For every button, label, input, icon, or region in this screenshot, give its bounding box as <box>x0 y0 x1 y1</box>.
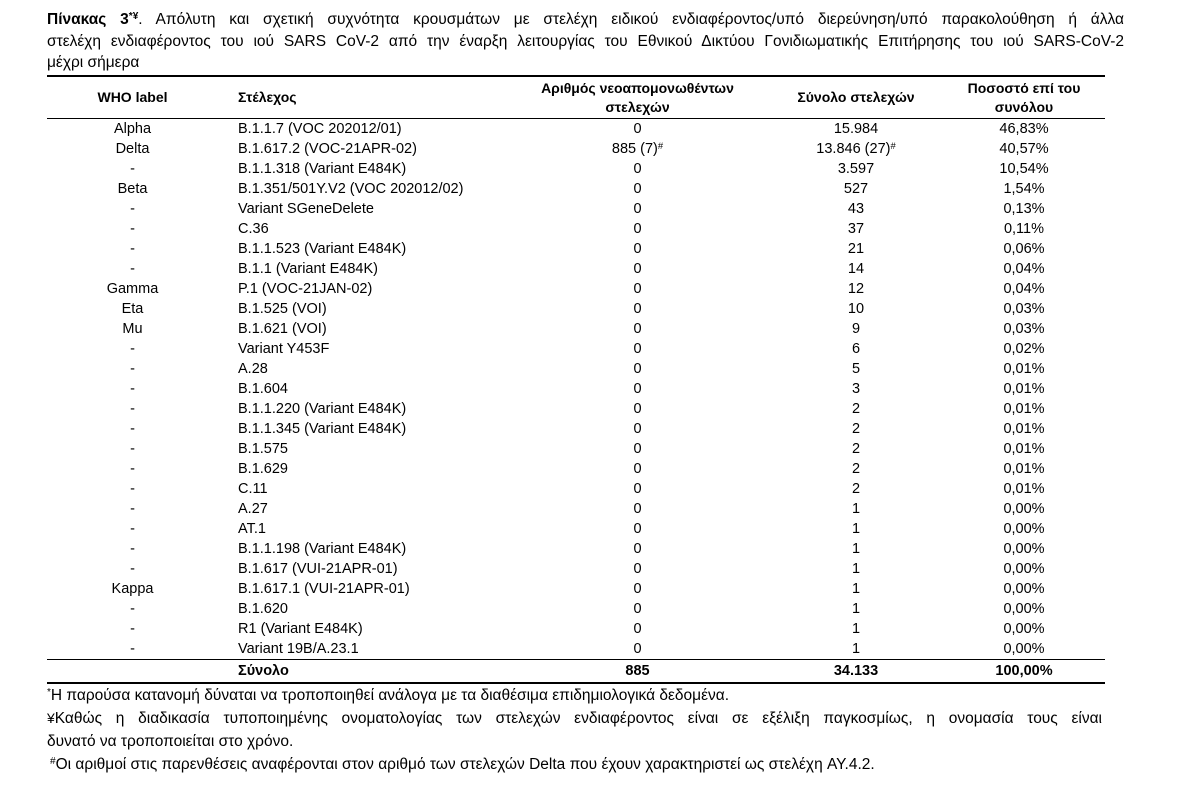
table-row <box>47 559 1105 579</box>
footnote-text: δυνατό να τροποποιείται στο χρόνο. <box>47 733 294 750</box>
header-new-isolates <box>530 77 745 118</box>
caption-text: στελέχη ενδιαφέροντος του ιού SARS CoV-2 από την έναρξη λειτουργίας του Εθνικού Δικτύου Γονιδιωματικής Επιτήρησης του ιού SARS-CoV-2 <box>47 32 1124 50</box>
new-isolates-cell <box>530 219 745 239</box>
percent-cell: 0,00% <box>1003 541 1045 557</box>
new-isolates-value: 0 <box>633 201 642 217</box>
percent-cell: 0,01% <box>1003 441 1045 457</box>
percent-cell: 0,00% <box>1003 601 1045 617</box>
header-percent-line-2: συνόλου <box>994 98 1054 115</box>
new-isolates-cell <box>530 559 745 579</box>
new-isolates-cell <box>530 199 745 219</box>
who-label-cell: Gamma <box>106 281 159 297</box>
total-strains-value: 2 <box>851 421 861 437</box>
strain-cell: B.1.617.1 (VUI-21APR-01) <box>238 581 410 597</box>
total-strains-value: 5 <box>851 361 861 377</box>
who-label-cell: Mu <box>122 321 143 337</box>
who-label-cell: - <box>130 621 135 637</box>
footnote-3 <box>47 753 1102 776</box>
percent-cell: 0,06% <box>1003 241 1045 257</box>
who-label-cell: - <box>130 521 135 537</box>
strain-cell: B.1.1.198 (Variant E484K) <box>238 541 407 557</box>
percent-cell: 0,00% <box>1003 561 1045 577</box>
header-total-strains <box>745 77 967 118</box>
new-isolates-value: 0 <box>633 481 642 497</box>
total-strains-cell <box>745 259 967 279</box>
new-isolates-value: 0 <box>633 261 642 277</box>
strain-cell: Variant Y453F <box>238 341 330 357</box>
strain-cell: C.11 <box>238 481 268 497</box>
strain-cell: B.1.1.7 (VOC 202012/01) <box>238 121 402 137</box>
total-strains-cell <box>745 419 967 439</box>
total-strains-cell <box>745 139 967 159</box>
table-row <box>47 239 1105 259</box>
total-strains-cell <box>745 399 967 419</box>
table-row <box>47 459 1105 479</box>
new-isolates-value: 0 <box>633 621 642 637</box>
header-total-strains-text: Σύνολο στελεχών <box>797 89 915 105</box>
who-label-cell: - <box>130 201 135 217</box>
new-isolates-cell <box>530 459 745 479</box>
total-strains-cell <box>745 519 967 539</box>
who-label-cell: - <box>130 421 135 437</box>
new-isolates-value: 0 <box>633 461 642 477</box>
who-label-cell: - <box>130 441 135 457</box>
table-row <box>47 639 1105 659</box>
caption-label: Πίνακας 3 <box>47 11 129 28</box>
percent-cell: 0,00% <box>1003 621 1045 637</box>
percent-cell: 0,01% <box>1003 401 1045 417</box>
footnote-1 <box>47 684 1102 707</box>
total-strains-value: 3.597 <box>837 161 875 177</box>
table-row <box>47 619 1105 639</box>
total-strains-value: 1 <box>851 561 861 577</box>
footnote-mark: # <box>50 756 56 768</box>
header-strain-text: Στέλεχος <box>238 89 297 105</box>
table-row <box>47 499 1105 519</box>
who-label-cell: Eta <box>121 301 144 317</box>
total-strains-cell <box>745 579 967 599</box>
new-isolates-cell <box>530 419 745 439</box>
new-isolates-value: 0 <box>633 361 642 377</box>
new-isolates-value: 0 <box>633 321 642 337</box>
new-isolates-value: 885 (7) <box>611 141 658 157</box>
total-strains-value: 1 <box>851 581 861 597</box>
table-row <box>47 179 1105 199</box>
strain-cell: B.1.1 (Variant E484K) <box>238 261 378 277</box>
who-label-cell: - <box>130 481 135 497</box>
total-strains-cell <box>745 119 967 139</box>
percent-cell: 0,03% <box>1003 321 1045 337</box>
header-strain <box>218 77 530 118</box>
who-label-cell: - <box>130 461 135 477</box>
caption-line-2 <box>47 31 1124 53</box>
who-label-cell: - <box>130 601 135 617</box>
new-isolates-value: 0 <box>633 521 642 537</box>
footnote-2-line-2 <box>47 730 1102 753</box>
header-who-label-text: WHO label <box>97 89 168 105</box>
total-strains-value: 527 <box>843 181 869 197</box>
strain-cell: C.36 <box>238 221 269 237</box>
percent-cell: 0,01% <box>1003 421 1045 437</box>
new-isolates-cell <box>530 159 745 179</box>
footnote-mark: * <box>47 687 51 699</box>
total-strains-value: 2 <box>851 401 861 417</box>
new-isolates-value: 0 <box>633 561 642 577</box>
table-body <box>47 119 1105 659</box>
percent-cell: 0,01% <box>1003 381 1045 397</box>
total-strains-value: 6 <box>851 341 861 357</box>
percent-cell: 0,00% <box>1003 521 1045 537</box>
new-isolates-cell <box>530 439 745 459</box>
strain-cell: B.1.351/501Y.V2 (VOC 202012/02) <box>238 181 464 197</box>
total-strains-value: 2 <box>851 441 861 457</box>
footnote-text: Η παρούσα κατανομή δύναται να τροποποιηθεί ανάλογα με τα διαθέσιμα επιδημιολογικά δεδομένα. <box>50 687 730 704</box>
table-row <box>47 299 1105 319</box>
strain-cell: A.28 <box>238 361 268 377</box>
who-label-cell: - <box>130 261 135 277</box>
strain-cell: Variant SGeneDelete <box>238 201 374 217</box>
new-isolates-value: 0 <box>633 301 642 317</box>
new-isolates-cell <box>530 119 745 139</box>
percent-cell: 0,00% <box>1003 581 1045 597</box>
total-strains-cell <box>745 219 967 239</box>
new-isolates-cell <box>530 599 745 619</box>
total-strains-value: 1 <box>851 521 861 537</box>
caption-footnote-marks: *¥ <box>128 11 139 23</box>
total-strains-cell <box>745 559 967 579</box>
caption-line-3 <box>47 52 1124 74</box>
new-isolates-value: 0 <box>633 401 642 417</box>
percent-cell: 0,00% <box>1003 641 1045 657</box>
new-isolates-cell <box>530 279 745 299</box>
new-isolates-cell <box>530 239 745 259</box>
table-caption <box>47 9 1124 74</box>
total-strains-value: 1 <box>851 601 861 617</box>
strain-cell: B.1.617.2 (VOC-21APR-02) <box>238 141 417 157</box>
new-isolates-value: 0 <box>633 381 642 397</box>
header-who-label <box>47 77 218 118</box>
header-percent <box>967 77 1081 118</box>
table-row <box>47 219 1105 239</box>
total-strains-cell <box>745 359 967 379</box>
new-isolates-value: 0 <box>633 541 642 557</box>
table-row <box>47 159 1105 179</box>
table-row <box>47 139 1105 159</box>
new-isolates-value: 0 <box>633 241 642 257</box>
who-label-cell: - <box>130 401 135 417</box>
new-isolates-cell <box>530 619 745 639</box>
total-percent: 100,00% <box>995 663 1053 679</box>
footnote-mark: # <box>657 139 664 151</box>
total-strains-cell <box>745 339 967 359</box>
footnote-2-line-1 <box>47 707 1102 730</box>
who-label-cell: Alpha <box>113 121 152 137</box>
new-isolates-cell <box>530 579 745 599</box>
who-label-cell: - <box>130 501 135 517</box>
total-strains-cell <box>745 319 967 339</box>
caption-text: . Απόλυτη και σχετική συχνότητα κρουσμάτων με στελέχη ειδικού ενδιαφέροντος/υπό διερεύνηση/υπό παρακολούθηση ή άλλα <box>138 11 1124 28</box>
footnote-mark: ¥ <box>47 710 55 726</box>
percent-cell: 46,83% <box>999 121 1049 137</box>
strain-cell: B.1.1.345 (Variant E484K) <box>238 421 407 437</box>
total-row <box>47 659 1105 682</box>
total-strains-value: 1 <box>851 501 861 517</box>
table-row <box>47 379 1105 399</box>
total-strains-cell <box>745 379 967 399</box>
table-row <box>47 359 1105 379</box>
table-row <box>47 119 1105 139</box>
percent-cell: 0,01% <box>1003 481 1045 497</box>
table-header-row <box>47 77 1105 119</box>
percent-cell: 0,11% <box>1003 221 1045 237</box>
who-label-cell: Beta <box>117 181 148 197</box>
strain-cell: B.1.1.220 (Variant E484K) <box>238 401 407 417</box>
header-new-isolates-line-1: Αριθμός νεοαπομονωθέντων <box>541 79 734 96</box>
total-strains-cell <box>745 179 967 199</box>
strain-cell: B.1.575 <box>238 441 288 457</box>
who-label-cell: - <box>130 241 135 257</box>
who-label-cell: - <box>130 541 135 557</box>
total-strains-value: 3 <box>851 381 861 397</box>
table-row <box>47 479 1105 499</box>
total-strains-value: 37 <box>847 221 865 237</box>
total-who-label-cell <box>47 660 218 682</box>
who-label-cell: - <box>130 341 135 357</box>
percent-cell: 0,01% <box>1003 361 1045 377</box>
new-isolates-value: 0 <box>633 581 642 597</box>
new-isolates-cell <box>530 479 745 499</box>
total-label: Σύνολο <box>238 663 289 679</box>
strain-cell: AT.1 <box>238 521 266 537</box>
who-label-cell: Kappa <box>111 581 154 597</box>
who-label-cell: - <box>130 361 135 377</box>
table-row <box>47 199 1105 219</box>
total-strains-value: 1 <box>851 541 861 557</box>
total-strains: 34.133 <box>833 663 879 679</box>
table-row <box>47 579 1105 599</box>
total-strains-value: 9 <box>851 321 861 337</box>
total-strains-value: 43 <box>847 201 865 217</box>
strain-cell: R1 (Variant E484K) <box>238 621 363 637</box>
total-strains-value: 1 <box>851 621 861 637</box>
footnote-text: Καθώς η διαδικασία τυποποιημένης ονοματολογίας των στελεχών ενδιαφέροντος είναι σε εξέλιξη παγκοσμίως, η ονομασία τους είναι <box>54 710 1102 727</box>
who-label-cell: - <box>130 641 135 657</box>
caption-line-1 <box>47 9 1124 31</box>
table-row <box>47 419 1105 439</box>
percent-cell: 1,54% <box>1003 181 1045 197</box>
new-isolates-value: 0 <box>633 121 642 137</box>
new-isolates-cell <box>530 379 745 399</box>
total-strains-value: 15.984 <box>833 121 879 137</box>
strain-cell: B.1.604 <box>238 381 288 397</box>
total-strains-cell <box>745 159 967 179</box>
new-isolates-cell <box>530 259 745 279</box>
new-isolates-cell <box>530 639 745 659</box>
new-isolates-value: 0 <box>633 181 642 197</box>
total-strains-value: 12 <box>847 281 865 297</box>
total-new-isolates: 885 <box>625 663 650 679</box>
strain-cell: B.1.621 (VOI) <box>238 321 327 337</box>
strain-cell: B.1.1.318 (Variant E484K) <box>238 161 407 177</box>
total-strains-cell <box>745 299 967 319</box>
total-strains-cell <box>745 599 967 619</box>
who-label-cell: - <box>130 161 135 177</box>
total-strains-cell <box>745 539 967 559</box>
total-strains-value: 2 <box>851 481 861 497</box>
who-label-cell: - <box>130 561 135 577</box>
percent-cell: 0,13% <box>1003 201 1045 217</box>
total-strains-cell <box>745 279 967 299</box>
new-isolates-value: 0 <box>633 161 642 177</box>
who-label-cell: - <box>130 221 135 237</box>
percent-cell: 0,04% <box>1003 281 1045 297</box>
new-isolates-value: 0 <box>633 421 642 437</box>
percent-cell: 10,54% <box>999 161 1049 177</box>
total-strains-cell <box>745 459 967 479</box>
new-isolates-cell <box>530 399 745 419</box>
total-strains-value: 14 <box>847 261 865 277</box>
total-strains-cell <box>745 619 967 639</box>
footnote-mark: # <box>890 139 896 151</box>
total-strains-cell <box>745 199 967 219</box>
new-isolates-value: 0 <box>633 501 642 517</box>
total-strains-value: 2 <box>851 461 861 477</box>
new-isolates-cell <box>530 519 745 539</box>
total-strains-cell <box>745 439 967 459</box>
variants-table <box>47 75 1105 684</box>
new-isolates-value: 0 <box>633 641 642 657</box>
total-strains-cell <box>745 239 967 259</box>
new-isolates-value: 0 <box>633 601 642 617</box>
table-row <box>47 519 1105 539</box>
new-isolates-cell <box>530 319 745 339</box>
header-new-isolates-line-2: στελεχών <box>605 98 670 115</box>
percent-cell: 0,00% <box>1003 501 1045 517</box>
new-isolates-cell <box>530 139 745 159</box>
percent-cell: 0,02% <box>1003 341 1045 357</box>
who-label-cell: - <box>130 381 135 397</box>
total-strains-cell <box>745 499 967 519</box>
strain-cell: B.1.629 <box>238 461 288 477</box>
new-isolates-cell <box>530 339 745 359</box>
new-isolates-cell <box>530 299 745 319</box>
new-isolates-value: 0 <box>633 341 642 357</box>
percent-cell: 40,57% <box>999 141 1049 157</box>
table-row <box>47 539 1105 559</box>
strain-cell: A.27 <box>238 501 268 517</box>
strain-cell: B.1.617 (VUI-21APR-01) <box>238 561 398 577</box>
new-isolates-value: 0 <box>633 441 642 457</box>
total-strains-value: 13.846 (27) <box>816 141 891 157</box>
new-isolates-cell <box>530 499 745 519</box>
table-row <box>47 259 1105 279</box>
table-row <box>47 319 1105 339</box>
footnotes <box>47 684 1102 776</box>
new-isolates-cell <box>530 539 745 559</box>
table-row <box>47 399 1105 419</box>
header-percent-line-1: Ποσοστό επί του <box>967 79 1081 96</box>
total-strains-cell <box>745 639 967 659</box>
strain-cell: P.1 (VOC-21JAN-02) <box>238 281 373 297</box>
new-isolates-value: 0 <box>633 281 642 297</box>
total-strains-cell <box>745 479 967 499</box>
strain-cell: B.1.1.523 (Variant E484K) <box>238 241 407 257</box>
table-row <box>47 599 1105 619</box>
footnote-text: Οι αριθμοί στις παρενθέσεις αναφέρονται στον αριθμό των στελεχών Delta που έχουν χαρακτηριστεί ως στελέχη AY.4.2. <box>55 756 875 773</box>
strain-cell: B.1.525 (VOI) <box>238 301 327 317</box>
table-row <box>47 339 1105 359</box>
caption-text: μέχρι σήμερα <box>47 54 140 71</box>
total-strains-value: 21 <box>847 241 865 257</box>
percent-cell: 0,01% <box>1003 461 1045 477</box>
strain-cell: B.1.620 <box>238 601 288 617</box>
table-row <box>47 279 1105 299</box>
total-strains-value: 1 <box>851 641 861 657</box>
new-isolates-cell <box>530 179 745 199</box>
percent-cell: 0,04% <box>1003 261 1045 277</box>
table-row <box>47 439 1105 459</box>
new-isolates-cell <box>530 359 745 379</box>
percent-cell: 0,03% <box>1003 301 1045 317</box>
who-label-cell: Delta <box>115 141 150 157</box>
total-strains-value: 10 <box>847 301 865 317</box>
new-isolates-value: 0 <box>633 221 642 237</box>
strain-cell: Variant 19B/A.23.1 <box>238 641 359 657</box>
